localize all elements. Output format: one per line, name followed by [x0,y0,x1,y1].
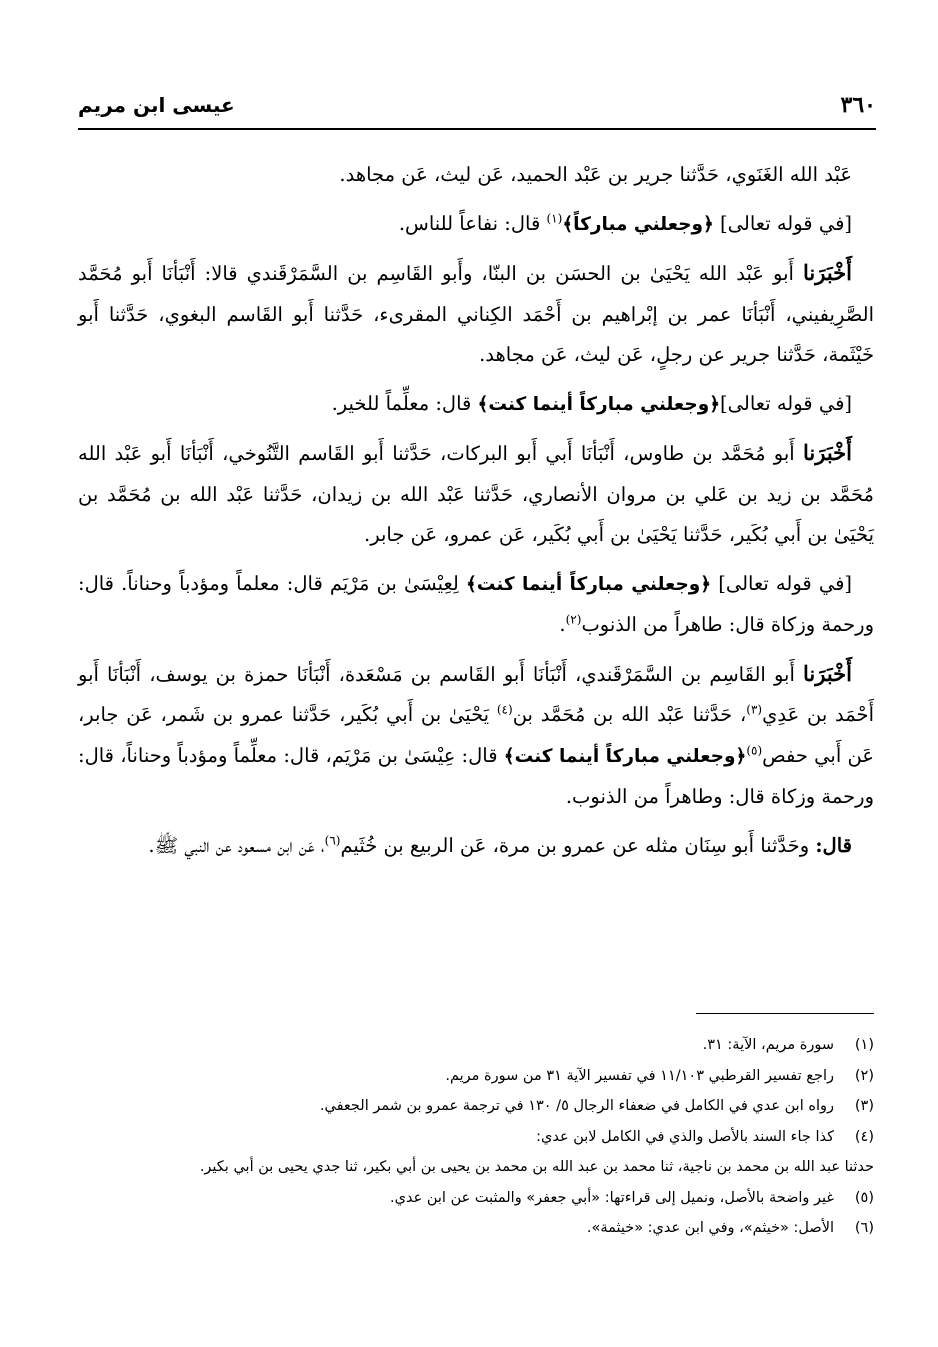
qala-lead: قال: [815,833,852,857]
paragraph-2 [78,204,874,246]
paragraph-4 [78,384,874,426]
footnote-6 [78,1213,874,1244]
quran-verse: ﴿وجعلني مباركاً أينما كنت﴾ [465,573,712,595]
paragraph-7-text-b: ، حَدَّثنا عَبْد الله بن مُحَمَّد بن [512,703,747,726]
footnote-ref-1: (١) [546,211,563,225]
footnote-number: (٢) [854,1067,874,1084]
paragraph-6 [78,564,874,646]
footnote-number: (٣) [854,1098,874,1114]
footnote-text: غير واضحة بالأصل، ونميل إلى قراءتها: «أبي جعفر» والمثبت عن ابن عدي. [390,1189,834,1206]
footnote-ref-5: (٥) [746,743,763,757]
paragraph-8 [78,826,874,867]
paragraph-7-text-d: قال: عِيْسَىٰ بن مَرْيَم، قال: معلِّماً ومؤدباً وحناناً، قال: ورحمة وزكاة قال: وطاهراً من الذنوب. [78,743,874,808]
page-header [78,88,876,122]
paragraph-3-text: أَبو عَبْد الله يَحْيَىٰ بن الحسَن بن البنّا، وأَبو القَاسِم بن السَّمَرْقَندي قالا: أَنْبَأنَا أَبو مُحَمَّد الصَّرِيفيني، أَنْبَأنَا عمر بن إبْراهيم بن أَحْمَد الكِناني المقرىء، حَدَّثنا أَبو القَاسم البغوي، حَدَّثنا أَبو خَيْثَمة، حَدَّثنا جرير عن رجلٍ، عَن ليث، عَن مجاهد. [78,262,874,366]
paragraph-7 [78,654,874,818]
footnote-number: (٤) [854,1128,874,1145]
footnote-text: الأصل: «خيثم»، وفي ابن عدي: «خيثمة». [586,1220,834,1236]
footnote-2 [78,1061,874,1092]
footnote-1 [78,1030,874,1061]
paragraph-7-text-a: أَبو القَاسِم بن السَّمَرْقَندي، أَنْبَأنَا أَبو القَاسم بن مَسْعَدة، أَنْبَأنَا حمزة بن يوسف، أَنْبَأنَا أَبو أَحْمَد بن عَدِي [78,662,874,726]
akhbarana-lead: أَخْبَرَنا [803,260,852,285]
paragraph-4-text: قال: معلِّماً للخير. [331,391,478,415]
footnote-5 [78,1183,874,1214]
quran-verse: ﴿وجعلني مباركاً أينما كنت﴾ [503,745,747,767]
running-title: عيسى ابن مريم [78,93,235,117]
paragraph-2-text: قال: نفاعاً للناس. [398,211,547,235]
quran-verse: ﴿وجعلني مباركاً﴾ [562,213,714,235]
footnote-3 [78,1091,874,1122]
footnote-text: كذا جاء السند بالأصل والذي في الكامل لابن عدي: [536,1128,834,1145]
page-number: ٣٦٠ [840,92,876,118]
paragraph-6-end: . [559,613,566,636]
paragraph-2-intro: [في قوله تعالى] [720,211,852,235]
paragraph-3 [78,253,874,376]
footnote-number: (٥) [854,1189,874,1206]
footnote-ref-6: (٦) [324,833,341,847]
akhbarana-lead: أَخْبَرَنا [803,440,852,465]
header-divider [78,128,876,130]
footnote-text: راجع تفسير القرطبي ١١/١٠٣ في تفسير الآية ٣١ من سورة مريم. [445,1067,834,1084]
paragraph-8-text-a: وحَدَّثنا أَبو سِنَان مثله عن عمرو بن مرة، عَن الربيع بن خُثَيم [340,833,816,857]
paragraph-7-text-c: يَحْيَىٰ بن أَبي بُكَير، حَدَّثنا عمرو بن شَمر، عَن جابر، عَن أَبي حفص [78,703,874,767]
footnote-text: رواه ابن عدي في الكامل في ضعفاء الرجال ٥/ ١٣٠ في ترجمة عمرو بن شمر الجعفي. [319,1098,834,1114]
footnote-4-continuation: حدثنا عبد الله بن محمد بن ناجية، ثنا محمد بن عبد الله بن محمد بن يحيى بن أبي بكير، ثنا جدي يحيى بن أبي بكير. [199,1159,874,1175]
footnote-ref-2: (٢) [565,612,582,627]
paragraph-5-text: أَبو مُحَمَّد بن طاوس، أَنْبَأنَا أَبي أَبو البركات، حَدَّثنا أَبو القَاسم التَّنُوخي، أَنْبَأنَا أَبو عَبْد الله مُحَمَّد بن زيد بن عَلي بن مروان الأنصاري، حَدَّثنا عَبْد الله بن زيدان، حَدَّثنا عَبْد الله بن مُحَمَّد بن يَحْيَىٰ بن أَبي بُكَير، حَدَّثنا يَحْيَىٰ بن أَبي بُكَير، عَن عمرو، عَن جابر. [78,442,874,546]
footnotes [78,1030,874,1244]
footnote-text: سورة مريم، الآية: ٣١. [702,1037,834,1053]
akhbarana-lead: أَخْبَرَنا [803,660,852,686]
footnote-divider [696,1013,874,1014]
footnote-4 [78,1122,874,1153]
footnote-number: (٦) [854,1220,874,1236]
footnote-ref-4: (٤) [496,702,513,717]
paragraph-8-text-b: ، عَن ابن مسعود عن النبي ﷺ. [148,833,325,857]
main-text [78,155,874,874]
paragraph-5 [78,433,874,556]
paragraph-6-text: لِعِيْسَىٰ بن مَرْيَم قال: معلماً ومؤدباً وحناناً. قال: ورحمة وزكاة قال: طاهراً من الذنوب [78,571,874,636]
quran-verse: ﴿وجعلني مباركاً أينما كنت﴾ [477,393,721,415]
footnote-ref-3: (٣) [746,702,763,717]
footnote-number: (١) [854,1037,874,1053]
paragraph-6-intro: [في قوله تعالى] [718,571,853,595]
paragraph-1 [78,155,874,196]
paragraph-4-intro: [في قوله تعالى] [720,391,852,415]
paragraph-1-text: عَبْد الله الغَنَوي، حَدَّثنا جرير بن عَبْد الحميد، عَن ليث، عَن مجاهد. [339,163,852,186]
